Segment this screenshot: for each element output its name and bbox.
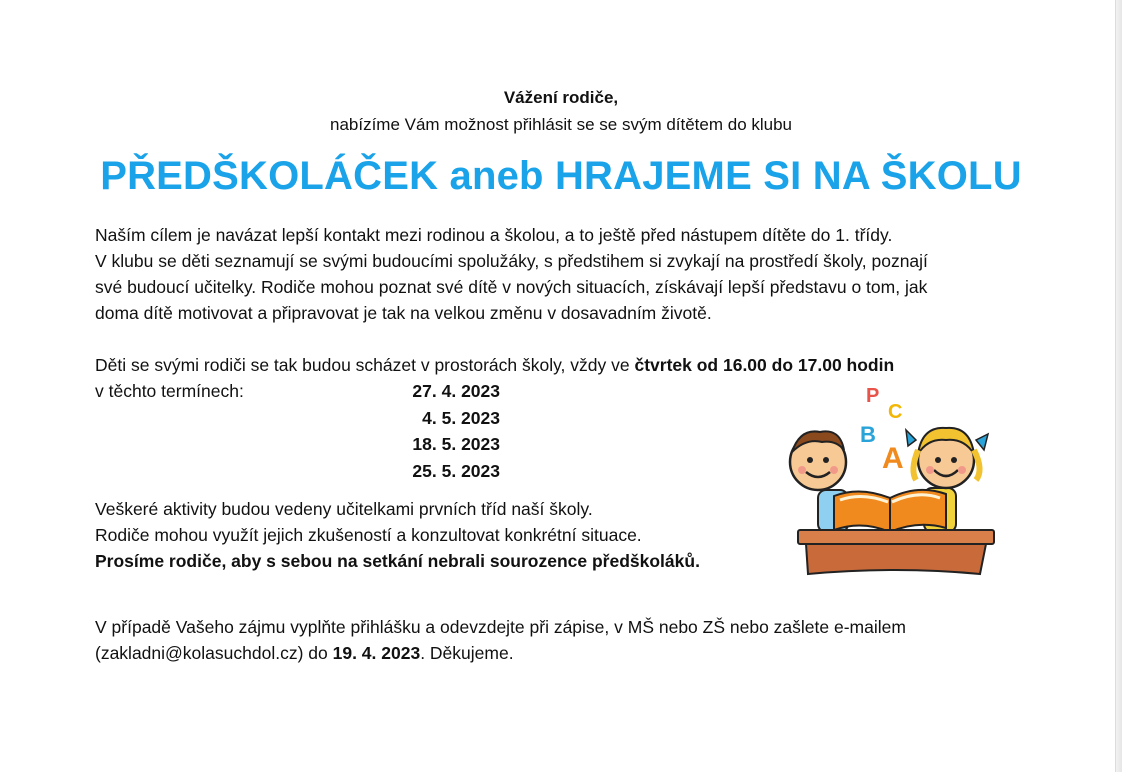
thanks-text: . Děkujeme. bbox=[420, 643, 514, 663]
contact-paragraph bbox=[95, 614, 1025, 666]
intro-line-2: V klubu se děti seznamují se svými budoucími spolužáky, s předstihem si zvykají na prostředí školy, poznají bbox=[95, 251, 928, 271]
deadline-date: 19. 4. 2023 bbox=[332, 643, 421, 663]
contact-line-1: V případě Vašeho zájmu vyplňte přihlášku a odevzdejte při zápise, v MŠ nebo ZŠ nebo zašlete e-mailem bbox=[95, 617, 906, 637]
intro-line-4: doma dítě motivovat a připravovat je tak na velkou změnu v dosavadním životě. bbox=[95, 303, 712, 323]
page-title: PŘEDŠKOLÁČEK aneb HRAJEME SI NA ŠKOLU bbox=[100, 154, 1022, 198]
offer-text: nabízíme Vám možnost přihlásit se se svým dítětem do klubu bbox=[329, 115, 793, 134]
dates-label: v těchto termínech: bbox=[95, 381, 244, 401]
intro-line-3: své budoucí učitelky. Rodiče mohou poznat své dítě v nových situacích, získávají lepší představu o tom, jak bbox=[95, 277, 928, 297]
meetings-text: Děti se svými rodiči se tak budou scházet v prostorách školy, vždy ve bbox=[95, 355, 635, 375]
greeting: Vážení rodiče, bbox=[503, 88, 619, 107]
children-reading-book-illustration bbox=[778, 380, 1010, 578]
meeting-date: 4. 5. 2023 bbox=[422, 407, 500, 428]
contact-email: (zakladni@kolasuchdol.cz) do bbox=[95, 643, 333, 663]
meeting-date: 27. 4. 2023 bbox=[412, 381, 500, 401]
letter-b-icon: B bbox=[860, 422, 876, 447]
contact-line-2 bbox=[95, 640, 1025, 666]
letter-p-icon: P bbox=[866, 385, 880, 407]
meeting-date: 25. 5. 2023 bbox=[412, 460, 500, 481]
siblings-notice: Prosíme rodiče, aby s sebou na setkání nebrali sourozence předškoláků. bbox=[95, 551, 700, 571]
meeting-time: čtvrtek od 16.00 do 17.00 hodin bbox=[634, 355, 895, 375]
intro-paragraph bbox=[95, 222, 1025, 326]
meetings-line bbox=[95, 352, 1025, 378]
letter-c-icon: C bbox=[888, 401, 903, 423]
activities-line-1: Veškeré aktivity budou vedeny učitelkami prvních tříd naší školy. bbox=[95, 499, 593, 519]
activities-line-2: Rodiče mohou využít jejich zkušeností a konzultovat konkrétní situace. bbox=[95, 525, 642, 545]
meeting-date: 18. 5. 2023 bbox=[412, 434, 500, 454]
meeting-dates bbox=[360, 378, 500, 484]
intro-line-1: Naším cílem je navázat lepší kontakt mezi rodinou a školou, a to ještě před nástupem dítěte do 1. třídy. bbox=[95, 225, 893, 245]
letter-a-icon: A bbox=[882, 442, 904, 475]
open-book-icon bbox=[834, 490, 946, 532]
table-icon bbox=[798, 530, 994, 574]
